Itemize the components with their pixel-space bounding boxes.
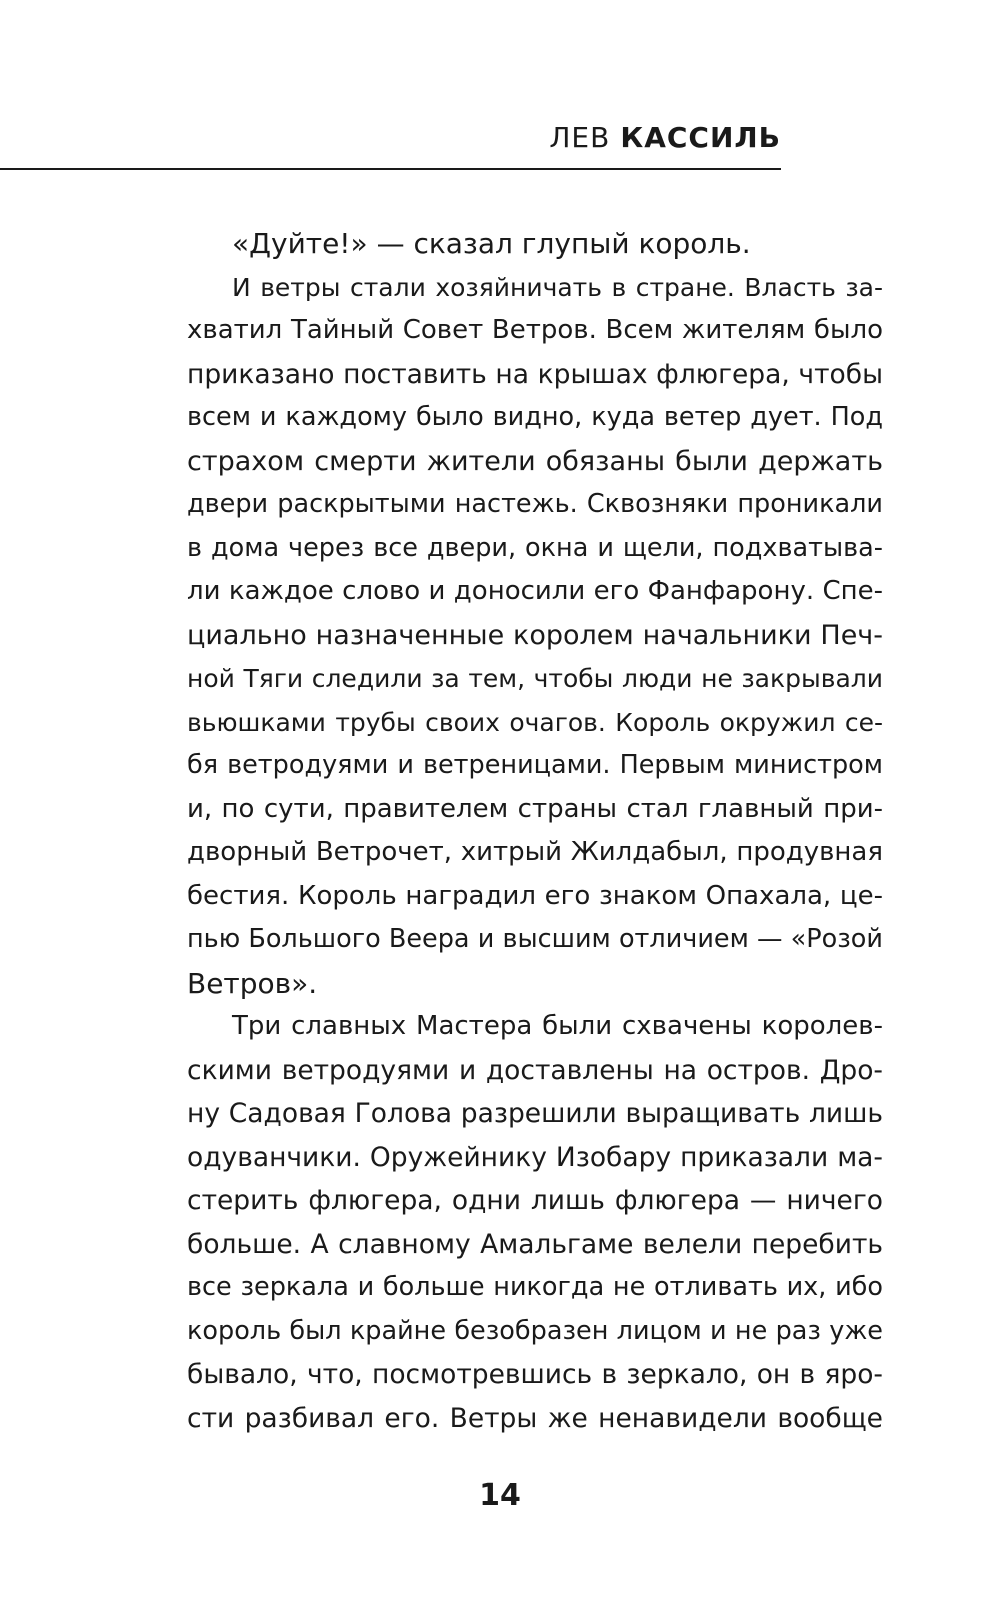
- text-line: бя ветродуями и ветреницами. Первым министром: [187, 750, 883, 780]
- text-line: Три славных Мастера были схвачены королев-: [232, 1011, 883, 1041]
- text-line: сти разбивал его. Ветры же ненавидели вообще: [187, 1402, 883, 1434]
- text-line: хватил Тайный Совет Ветров. Всем жителям было: [187, 315, 883, 345]
- text-line: бывало, что, посмотревшись в зеркало, он в яро-: [187, 1359, 883, 1390]
- text-line: И ветры стали хозяйничать в стране. Власть за-: [232, 272, 883, 302]
- header-rule: [0, 168, 781, 170]
- text-line: все зеркала и больше никогда не отливать их, ибо: [187, 1272, 883, 1302]
- text-line: страхом смерти жители обязаны были держать: [187, 445, 883, 477]
- text-line: ли каждое слово и доносили его Фанфарону. Спе-: [187, 576, 883, 606]
- body-text: [187, 222, 883, 1440]
- text-line: двери раскрытыми настежь. Сквозняки проникали: [187, 489, 883, 519]
- text-line: скими ветродуями и доставлены на остров. Дро-: [187, 1054, 883, 1086]
- text-line: дворный Ветрочет, хитрый Жилдабыл, продувная: [187, 837, 883, 867]
- author-last-name: КАССИЛЬ: [620, 121, 781, 154]
- author-first-name: ЛЕВ: [549, 121, 611, 154]
- text-line: ной Тяги следили за тем, чтобы люди не закрывали: [187, 664, 883, 693]
- text-line: король был крайне безобразен лицом и не раз уже: [187, 1315, 883, 1346]
- text-line: одуванчики. Оружейнику Изобару приказали ма-: [187, 1141, 883, 1173]
- text-line: и, по сути, правителем страны стал главный при-: [187, 793, 883, 824]
- text-line: приказано поставить на крышах флюгера, чтобы: [187, 358, 883, 390]
- text-line: Ветров».: [187, 966, 318, 1000]
- text-line: ну Садовая Голова разрешили выращивать лишь: [187, 1098, 883, 1129]
- text-line: циально назначенные королем начальники Печ-: [187, 619, 883, 651]
- running-header: [0, 118, 781, 158]
- text-line: больше. А славному Амальгаме велели перебить: [187, 1228, 883, 1260]
- text-line: «Дуйте!» — сказал глупый король.: [232, 227, 751, 260]
- text-line: всем и каждому было видно, куда ветер дует. Под: [187, 402, 883, 432]
- page-number: 14: [479, 1478, 521, 1513]
- text-line: в дома через все двери, окна и щели, подхватыва-: [187, 532, 883, 563]
- text-line: вьюшками трубы своих очагов. Король окружил се-: [187, 707, 883, 737]
- text-line: бестия. Король наградил его знаком Опахала, це-: [187, 880, 883, 911]
- text-line: стерить флюгера, одни лишь флюгера — ничего: [187, 1185, 883, 1216]
- text-line: пью Большого Веера и высшим отличием — «Розой: [187, 924, 883, 954]
